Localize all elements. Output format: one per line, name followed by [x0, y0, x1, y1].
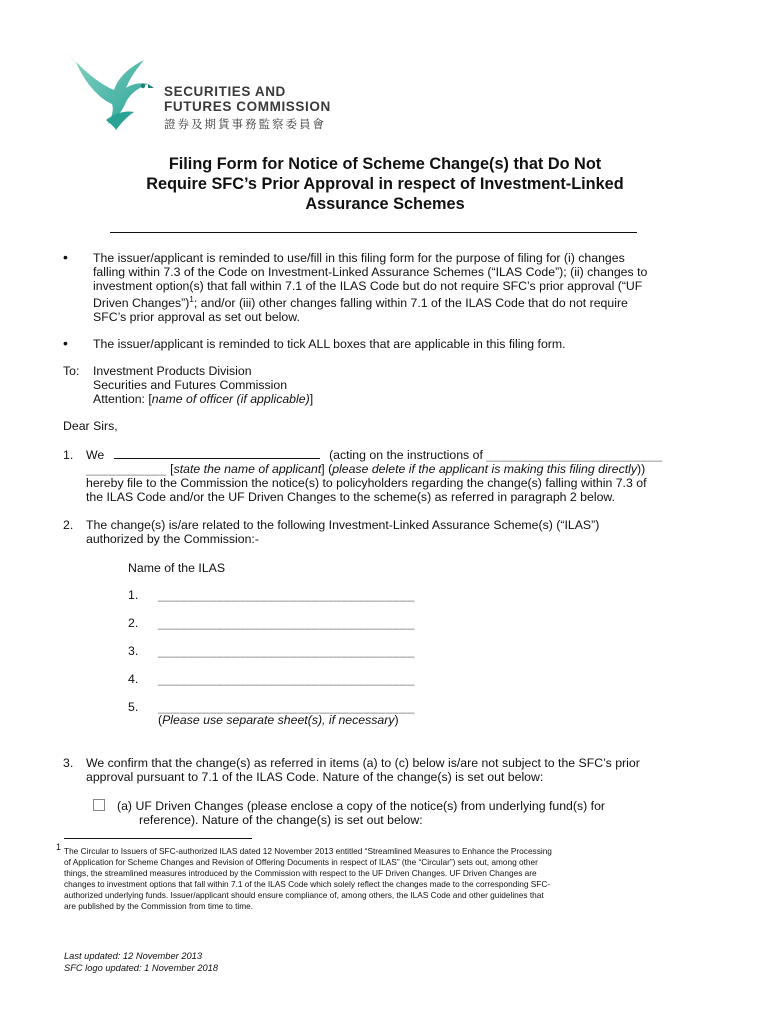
org-name-chinese: 證券及期貨事務監察委員會 [164, 119, 326, 131]
addressee-division: Investment Products Division [93, 364, 252, 378]
footnote-ref-1[interactable]: 1 [189, 295, 194, 304]
ilas-row-2-number: 2. [128, 616, 139, 630]
last-updated: Last updated: 12 November 2013 [64, 951, 203, 961]
ilas-name-input-4[interactable]: ___________________________________ [158, 672, 415, 686]
org-name-line2: FUTURES COMMISSION [164, 99, 331, 114]
org-name-line1: SECURITIES AND [164, 84, 286, 99]
addressee-commission: Securities and Futures Commission [93, 378, 288, 392]
bullet-2-text: The issuer/applicant is reminded to tick ALL boxes that are applicable in this filing form. [93, 337, 566, 351]
ilas-name-input-3[interactable]: ___________________________________ [158, 644, 415, 658]
issuer-name-input[interactable] [114, 448, 320, 459]
ilas-row-4-number: 4. [128, 672, 139, 686]
applicant-name-input-part2[interactable]: ___________ [86, 462, 167, 476]
bullet-1-text: The issuer/applicant is reminded to use/fill in this filing form for the purpose of filing for (i) changes falling within 7.3 of the Code on Investment-Linked Assurance Schemes (“ILAS Code”); (ii) changes to investment option(s) that fall within 7.1 of the ILAS Code but do not require SFC’s prior approval (“UF Driven Changes”)$^1$; and/or (iii) other changes falling within 7.1 of the ILAS Code that do not require SFC’s prior approval as set out below. [93, 251, 648, 325]
to-label: To: [63, 364, 80, 378]
ilas-row-3-number: 3. [128, 644, 139, 658]
page-title [80, 154, 690, 214]
ilas-name-input-5[interactable]: ___________________________________ [158, 700, 415, 714]
title-line-3: Assurance Schemes [305, 195, 465, 213]
ilas-row-1-number: 1. [128, 588, 139, 602]
salutation: Dear Sirs, [63, 419, 118, 433]
uf-driven-changes-checkbox[interactable] [93, 799, 105, 811]
option-a: (a) UF Driven Changes (please enclose a copy of the notice(s) from underlying fund(s) for reference). Nature of the change(s) is set out below: [93, 799, 693, 827]
title-line-2: Require SFC’s Prior Approval in respect of Investment-Linked [146, 175, 624, 193]
item-3-number: 3. [63, 756, 74, 770]
ilas-name-input-1[interactable]: ___________________________________ [158, 588, 415, 602]
title-divider [110, 232, 637, 233]
addressee-block [93, 364, 493, 406]
bullet-2-marker: • [63, 335, 68, 351]
item-1-text: We (acting on the instructions of ________________________ ___________ [state the name of applicant] (please delete if the applicant is making this filing directly)) hereby file to the Commission the notice(s) to policyholders regarding the change(s) falling within 7.3 of the ILAS Code and/or the UF Driven Changes to the scheme(s) as referred in paragraph 2 below. [86, 448, 663, 504]
sfc-logo [66, 48, 162, 147]
org-name-block [164, 84, 331, 132]
item-2-number: 2. [63, 518, 74, 532]
bullet-1-marker: • [63, 249, 68, 265]
ilas-name-input-2[interactable]: ___________________________________ [158, 616, 415, 630]
eagle-icon [66, 48, 162, 144]
title-line-1: Filing Form for Notice of Scheme Change(s) that Do Not [168, 155, 602, 173]
separate-sheet-note: (Please use separate sheet(s), if necessary) [158, 713, 399, 727]
footnote-divider [64, 838, 252, 839]
option-a-label: (a) UF Driven Changes (please enclose a copy of the notice(s) from underlying fund(s) for [117, 799, 605, 813]
footnote-text: The Circular to Issuers of SFC-authorized ILAS dated 12 November 2013 entitled “Streamlined Measures to Enhance the Processing of Application for Scheme Changes and Revision of Offering Documents in respect of ILAS” (the “Circular”) sets out, among other things, the streamlined measures introduced by the Commission with respect to the UF Driven Changes. UF Driven Changes are changes to investment options that fall within 7.1 of the ILAS Code which solely reflect the changes made to the corresponding SFC- authorized underlying funds. Issuer/applicant should ensure compliance of, among others, the ILAS Code and other guidelines that are published by the Commission from time to time. [64, 846, 552, 911]
item-1-number: 1. [63, 448, 74, 462]
ilas-row-5-number: 5. [128, 700, 139, 714]
page-footer [64, 950, 218, 974]
applicant-name-input-part1[interactable]: ________________________ [486, 448, 663, 462]
logo-updated: SFC logo updated: 1 November 2018 [64, 963, 219, 973]
item-2-text: The change(s) is/are related to the following Investment-Linked Assurance Scheme(s) (“ILAS”) authorized by the Commission:- [86, 518, 600, 546]
attention-line: Attention: [name of officer (if applicable)] [93, 392, 314, 406]
footnote-marker: 1 [56, 842, 62, 852]
ilas-name-header: Name of the ILAS [128, 561, 226, 575]
item-3-text: We confirm that the change(s) as referred in items (a) to (c) below is/are not subject to the SFC’s prior approval pursuant to 7.1 of the ILAS Code. Nature of the change(s) is set out below: [86, 756, 640, 784]
